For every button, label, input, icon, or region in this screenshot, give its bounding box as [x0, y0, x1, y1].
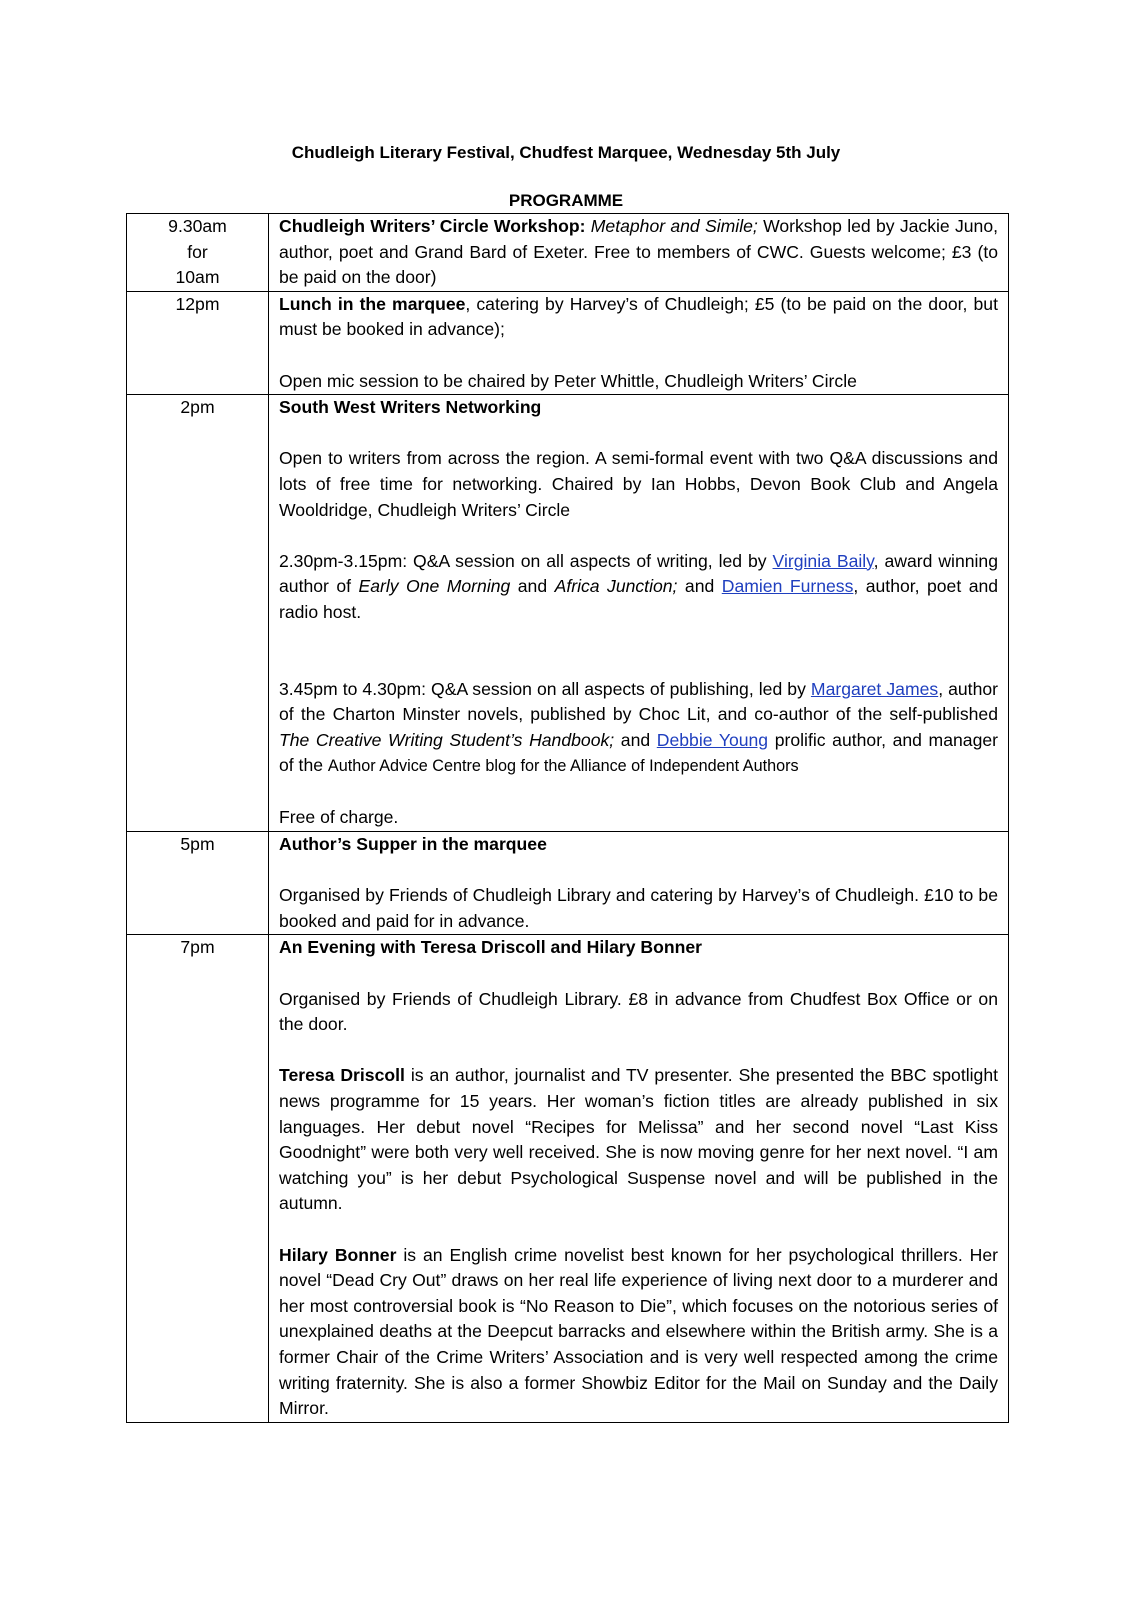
- free-of-charge-text: Free of charge.: [279, 807, 399, 828]
- programme-table: [126, 213, 1009, 1423]
- event-description: Organised by Friends of Chudleigh Library. £8 in advance from Chudfest Box Office or on the door.: [279, 988, 998, 1035]
- document-title: Chudleigh Literary Festival, Chudfest Marquee, Wednesday 5th July: [291, 143, 841, 162]
- writing-session-text: 2.30pm-3.15pm: Q&A session on all aspects of writing, led by Virginia Baily, award winning author of Early One Morning and Africa Junction; and Damien Furness, author, poet and radio host.: [279, 550, 999, 622]
- table-row-networking: [127, 395, 1009, 832]
- table-row-supper: [127, 832, 1009, 935]
- time-cell: [127, 935, 269, 1422]
- event-cell: [269, 832, 1009, 935]
- debbie-young-link[interactable]: Debbie Young: [656, 729, 769, 750]
- event-description: Open to writers from across the region. A semi-formal event with two Q&A discussions and lots of free time for networking. Chaired by Ian Hobbs, Devon Book Club and Angela Wooldridge, Chudleigh Writers’ Circle: [279, 448, 998, 520]
- teresa-driscoll-bio: Teresa Driscoll is an author, journalist and TV presenter. She presented the BBC spotlight news programme for 15 years. Her woman’s fiction titles are already published in six languages. Her debut novel “Recipes for Melissa” and her second novel “Last Kiss Goodnight” were both very well received. She is now moving genre for her next novel. “I am watching you” is her debut Psychological Suspense novel and will be published in the autumn.: [279, 1065, 998, 1214]
- publishing-session-text: 3.45pm to 4.30pm: Q&A session on all aspects of publishing, led by Margaret James, author of the Charton Minster novels, published by Choc Lit, and co-author of the self-published The Creative Writing Student’s Handbook; and Debbie Young prolific author, and manager of the Author Advice Centre blog for the Alliance of Independent Authors: [279, 678, 999, 776]
- time-line: 10am: [175, 267, 220, 288]
- event-title: South West Writers Networking: [279, 397, 542, 418]
- time-line: 5pm: [180, 834, 215, 855]
- event-cell: [269, 214, 1009, 292]
- event-description: Workshop led by Jackie Juno, author, poet and Grand Bard of Exeter. Free to members of CWC. Guests welcome; £3 (to be paid on the door): [279, 216, 998, 288]
- event-title: An Evening with Teresa Driscoll and Hilary Bonner: [279, 937, 702, 958]
- event-cell: [269, 935, 1009, 1422]
- time-cell: [127, 832, 269, 935]
- hilary-bonner-bio: Hilary Bonner is an English crime novelist best known for her psychological thrillers. Her novel “Dead Cry Out” draws on her real life experience of living next door to a murderer and her most controversial book is “No Reason to Die”, which focuses on the notorious series of unexplained deaths at the Deepcut barracks and elsewhere within the British army. She is a former Chair of the Crime Writers’ Association and is very well respected among the crime writing fraternity. She is also a former Showbiz Editor for the Mail on Sunday and the Daily Mirror.: [279, 1244, 998, 1419]
- event-description: Organised by Friends of Chudleigh Library and catering by Harvey’s of Chudleigh. £10 to be booked and paid for in advance.: [279, 885, 998, 931]
- table-row-lunch: [127, 291, 1009, 394]
- event-title: Author’s Supper in the marquee: [279, 834, 547, 855]
- workshop-topic: Metaphor and Simile;: [590, 216, 758, 236]
- time-line: 9.30am: [168, 216, 227, 236]
- event-cell: [269, 395, 1009, 832]
- damien-furness-link[interactable]: Damien Furness: [721, 576, 854, 597]
- table-row-evening: [127, 935, 1009, 1422]
- event-title: Lunch in the marquee: [279, 293, 466, 314]
- time-cell: [127, 291, 269, 394]
- time-cell: [127, 395, 269, 832]
- time-line: 7pm: [180, 937, 215, 958]
- table-row-workshop: [127, 214, 1009, 292]
- event-description: , catering by Harvey’s of Chudleigh; £5 (to be paid on the door, but must be booked in advance);: [279, 293, 998, 340]
- programme-heading: PROGRAMME: [508, 191, 624, 210]
- time-line: 2pm: [180, 397, 215, 418]
- open-mic-text: Open mic session to be chaired by Peter Whittle, Chudleigh Writers’ Circle: [279, 370, 857, 391]
- virginia-baily-link[interactable]: Virginia Baily: [772, 550, 874, 571]
- event-title: Chudleigh Writers’ Circle Workshop:: [279, 216, 586, 236]
- time-line: 12pm: [175, 293, 220, 314]
- time-line: for: [187, 241, 208, 262]
- time-cell: [127, 214, 269, 292]
- event-cell: [269, 291, 1009, 394]
- margaret-james-link[interactable]: Margaret James: [810, 678, 939, 699]
